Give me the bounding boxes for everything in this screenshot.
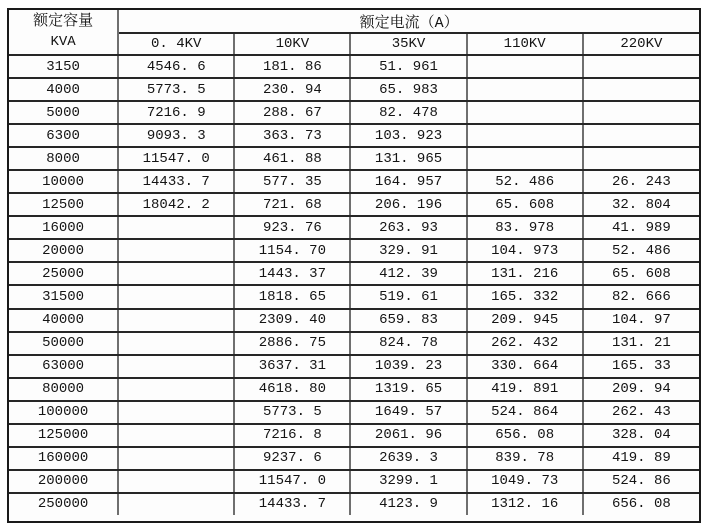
current-cell <box>118 401 234 424</box>
table-row <box>9 470 699 493</box>
capacity-cell: 100000 <box>9 401 118 424</box>
current-cell <box>467 101 583 124</box>
current-cell: 2061. 96 <box>350 424 466 447</box>
current-cell: 263. 93 <box>350 216 466 239</box>
current-cell: 839. 78 <box>467 447 583 470</box>
capacity-cell: 16000 <box>9 216 118 239</box>
current-cell: 52. 486 <box>583 239 699 262</box>
table-header <box>9 10 699 55</box>
current-cell: 1312. 16 <box>467 493 583 515</box>
current-cell <box>467 78 583 101</box>
current-cell: 165. 33 <box>583 355 699 378</box>
current-cell <box>118 424 234 447</box>
capacity-cell: 200000 <box>9 470 118 493</box>
capacity-unit-label: KVA <box>50 34 76 50</box>
current-cell: 104. 97 <box>583 309 699 332</box>
current-cell <box>118 447 234 470</box>
current-cell: 206. 196 <box>350 193 466 216</box>
current-cell: 3299. 1 <box>350 470 466 493</box>
table-row <box>9 239 699 262</box>
capacity-cell: 20000 <box>9 239 118 262</box>
current-cell: 519. 61 <box>350 285 466 308</box>
capacity-cell: 5000 <box>9 101 118 124</box>
current-cell: 14433. 7 <box>118 170 234 193</box>
current-cell: 51. 961 <box>350 55 466 78</box>
current-cell <box>118 285 234 308</box>
capacity-cell: 6300 <box>9 124 118 147</box>
current-cell <box>583 147 699 170</box>
current-cell <box>118 216 234 239</box>
current-cell: 103. 923 <box>350 124 466 147</box>
current-cell <box>118 262 234 285</box>
current-cell: 9237. 6 <box>234 447 350 470</box>
capacity-cell: 80000 <box>9 378 118 401</box>
table-row <box>9 262 699 285</box>
current-cell <box>118 378 234 401</box>
current-cell <box>118 332 234 355</box>
current-cell: 230. 94 <box>234 78 350 101</box>
current-cell: 262. 432 <box>467 332 583 355</box>
current-cell: 11547. 0 <box>234 470 350 493</box>
current-cell <box>118 355 234 378</box>
table-row <box>9 332 699 355</box>
capacity-cell: 3150 <box>9 55 118 78</box>
capacity-cell: 63000 <box>9 355 118 378</box>
current-cell: 209. 94 <box>583 378 699 401</box>
capacity-header-cell <box>9 10 118 55</box>
current-cell <box>583 78 699 101</box>
current-cell: 2639. 3 <box>350 447 466 470</box>
current-cell <box>118 309 234 332</box>
current-cell: 288. 67 <box>234 101 350 124</box>
current-header-cell: 额定电流（A） <box>118 10 699 33</box>
table-row <box>9 55 699 78</box>
current-cell <box>118 239 234 262</box>
current-cell <box>583 101 699 124</box>
table-row <box>9 401 699 424</box>
table-row <box>9 285 699 308</box>
current-cell: 4618. 80 <box>234 378 350 401</box>
table-row <box>9 170 699 193</box>
current-cell: 32. 804 <box>583 193 699 216</box>
current-cell: 164. 957 <box>350 170 466 193</box>
capacity-cell: 31500 <box>9 285 118 308</box>
current-cell: 7216. 8 <box>234 424 350 447</box>
current-cell: 4546. 6 <box>118 55 234 78</box>
header-row-1 <box>9 10 699 33</box>
current-cell: 461. 88 <box>234 147 350 170</box>
current-cell: 330. 664 <box>467 355 583 378</box>
current-cell: 659. 83 <box>350 309 466 332</box>
current-cell: 26. 243 <box>583 170 699 193</box>
current-cell: 209. 945 <box>467 309 583 332</box>
current-cell: 2886. 75 <box>234 332 350 355</box>
current-cell: 82. 666 <box>583 285 699 308</box>
current-cell: 3637. 31 <box>234 355 350 378</box>
capacity-cell: 40000 <box>9 309 118 332</box>
current-cell <box>118 470 234 493</box>
capacity-cell: 10000 <box>9 170 118 193</box>
current-cell: 82. 478 <box>350 101 466 124</box>
voltage-header-110kv: 110KV <box>467 33 583 55</box>
current-cell: 1319. 65 <box>350 378 466 401</box>
table-row <box>9 447 699 470</box>
current-cell: 1049. 73 <box>467 470 583 493</box>
table-row <box>9 78 699 101</box>
table-body <box>9 55 699 515</box>
table-row <box>9 101 699 124</box>
current-cell: 328. 04 <box>583 424 699 447</box>
current-cell: 419. 89 <box>583 447 699 470</box>
current-cell: 131. 965 <box>350 147 466 170</box>
table-row <box>9 378 699 401</box>
current-cell: 1818. 65 <box>234 285 350 308</box>
current-cell <box>467 124 583 147</box>
capacity-cell: 160000 <box>9 447 118 470</box>
current-cell <box>118 493 234 515</box>
current-cell: 824. 78 <box>350 332 466 355</box>
voltage-header-35kv: 35KV <box>350 33 466 55</box>
table-row <box>9 193 699 216</box>
current-cell: 14433. 7 <box>234 493 350 515</box>
capacity-cell: 12500 <box>9 193 118 216</box>
current-cell: 41. 989 <box>583 216 699 239</box>
table-row <box>9 147 699 170</box>
current-cell: 656. 08 <box>467 424 583 447</box>
current-cell <box>467 147 583 170</box>
capacity-cell: 125000 <box>9 424 118 447</box>
current-cell: 923. 76 <box>234 216 350 239</box>
data-table <box>9 10 699 515</box>
table-row <box>9 216 699 239</box>
current-cell: 2309. 40 <box>234 309 350 332</box>
current-cell: 131. 21 <box>583 332 699 355</box>
current-cell: 262. 43 <box>583 401 699 424</box>
capacity-cell: 50000 <box>9 332 118 355</box>
current-cell: 419. 891 <box>467 378 583 401</box>
current-cell: 577. 35 <box>234 170 350 193</box>
current-cell: 329. 91 <box>350 239 466 262</box>
current-cell: 9093. 3 <box>118 124 234 147</box>
current-cell: 65. 608 <box>467 193 583 216</box>
current-cell: 165. 332 <box>467 285 583 308</box>
voltage-header-220kv: 220KV <box>583 33 699 55</box>
current-cell: 1443. 37 <box>234 262 350 285</box>
current-cell: 11547. 0 <box>118 147 234 170</box>
table-row <box>9 355 699 378</box>
current-cell: 65. 608 <box>583 262 699 285</box>
current-cell: 52. 486 <box>467 170 583 193</box>
capacity-cell: 25000 <box>9 262 118 285</box>
current-cell: 181. 86 <box>234 55 350 78</box>
current-cell: 131. 216 <box>467 262 583 285</box>
table-row <box>9 309 699 332</box>
current-cell: 412. 39 <box>350 262 466 285</box>
current-cell: 5773. 5 <box>118 78 234 101</box>
current-cell <box>583 124 699 147</box>
current-cell: 18042. 2 <box>118 193 234 216</box>
current-cell: 4123. 9 <box>350 493 466 515</box>
current-cell: 1649. 57 <box>350 401 466 424</box>
current-cell <box>467 55 583 78</box>
current-cell: 721. 68 <box>234 193 350 216</box>
current-cell: 83. 978 <box>467 216 583 239</box>
current-cell: 7216. 9 <box>118 101 234 124</box>
table-row <box>9 424 699 447</box>
voltage-header-0-4kv: 0. 4KV <box>118 33 234 55</box>
current-cell: 1039. 23 <box>350 355 466 378</box>
current-cell: 65. 983 <box>350 78 466 101</box>
capacity-header-label: 额定容量 <box>33 13 94 30</box>
table-row <box>9 493 699 515</box>
current-cell: 656. 08 <box>611 496 671 513</box>
current-cell: 524. 864 <box>467 401 583 424</box>
capacity-cell: 8000 <box>9 147 118 170</box>
capacity-cell: 250000 <box>9 493 118 515</box>
rated-current-table <box>7 8 701 523</box>
current-cell: 524. 86 <box>583 470 699 493</box>
current-cell: 104. 973 <box>467 239 583 262</box>
voltage-header-10kv: 10KV <box>234 33 350 55</box>
capacity-cell: 4000 <box>9 78 118 101</box>
table-row <box>9 124 699 147</box>
current-cell: 1154. 70 <box>234 239 350 262</box>
current-cell: 5773. 5 <box>234 401 350 424</box>
current-cell <box>583 55 699 78</box>
current-cell: 363. 73 <box>234 124 350 147</box>
